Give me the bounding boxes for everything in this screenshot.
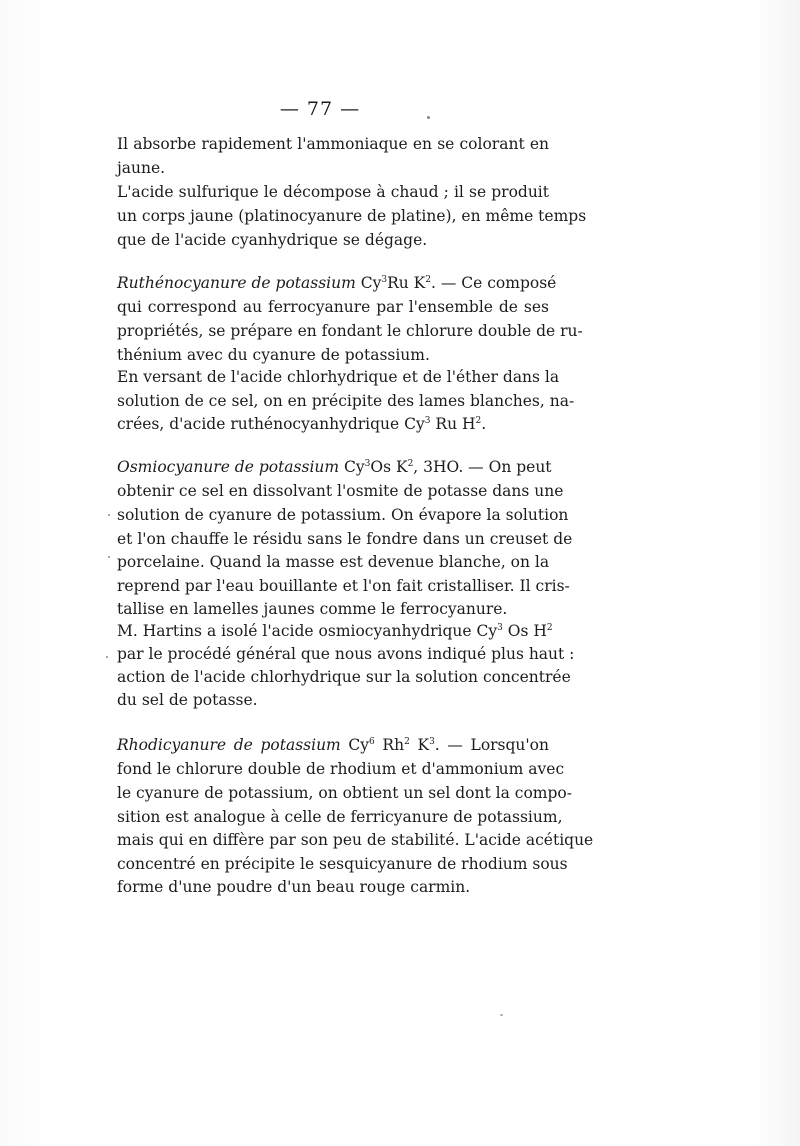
- paragraph-6-line-4: du sel de potasse.: [117, 691, 258, 709]
- scan-speck: [427, 116, 430, 119]
- paragraph-4-line-2: solution de ce sel, on en précipite des lames blanches, na-: [117, 392, 575, 410]
- scan-speck: [106, 656, 108, 658]
- paragraph-5-line-5: porcelaine. Quand la masse est devenue blanche, on la: [117, 553, 550, 571]
- paragraph-6-line-1: M. Hartins a isolé l'acide osmiocyanhydrique Cy$^3$ Os $H^2$: [117, 622, 553, 640]
- paragraph-5-line-3: solution de cyanure de potassium. On évapore la solution: [117, 506, 569, 524]
- paragraph-5-line-2: obtenir ce sel en dissolvant l'osmite de potasse dans une: [117, 482, 564, 500]
- paragraph-7-line-3: le cyanure de potassium, on obtient un sel dont la compo-: [117, 784, 572, 802]
- compound-heading-ruthenocyanure: Ruthénocyanure de potassium: [117, 274, 356, 292]
- paragraph-4-line-3: crées, d'acide ruthénocyanhydrique Cy$^3$ Ru $H^2$.: [117, 415, 487, 433]
- paragraph-2-line-1: L'acide sulfurique le décompose à chaud ; il se produit: [117, 183, 549, 201]
- paragraph-3-line-3: propriétés, se prépare en fondant le chlorure double de ru-: [117, 322, 583, 340]
- paragraph-6-line-3: action de l'acide chlorhydrique sur la solution concentrée: [117, 668, 571, 686]
- paragraph-7-line-1: Rhodicyanure de potassium Cy$^6$ Rh$^2$ $K^3$. — Lorsqu'on: [117, 736, 549, 754]
- paragraph-3-line-1: Ruthénocyanure de potassium Cy$^3$Ru $K^2$. — Ce composé: [117, 274, 557, 292]
- paragraph-5-line-7: tallise en lamelles jaunes comme le ferrocyanure.: [117, 600, 508, 618]
- paragraph-2-line-3: que de l'acide cyanhydrique se dégage.: [117, 231, 428, 249]
- compound-heading-osmiocyanure: Osmiocyanure de potassium: [117, 458, 340, 476]
- paragraph-1-line-1: Il absorbe rapidement l'ammoniaque en se colorant en: [117, 135, 549, 153]
- scan-speck: [108, 514, 110, 516]
- paragraph-7-line-5: mais qui en diffère par son peu de stabilité. L'acide acétique: [117, 831, 594, 849]
- paragraph-7-line-2: fond le chlorure double de rhodium et d'ammonium avec: [117, 760, 565, 778]
- paragraph-4-line-1: En versant de l'acide chlorhydrique et de l'éther dans la: [117, 368, 560, 386]
- paragraph-7-line-6: concentré en précipite le sesquicyanure de rhodium sous: [117, 855, 568, 873]
- scan-speck: [500, 1014, 503, 1016]
- page-number: — 77 —: [279, 98, 361, 120]
- paragraph-1-line-2: jaune.: [117, 159, 166, 177]
- formula: Cy$^6$ Rh$^2$ $K^3$: [348, 736, 435, 754]
- formula: Cy$^3$Ru $K^2$: [360, 274, 431, 292]
- compound-heading-rhodicyanure: Rhodicyanure de potassium: [117, 736, 341, 754]
- paragraph-6-line-2: par le procédé général que nous avons indiqué plus haut :: [117, 645, 575, 663]
- paragraph-5-line-1: Osmiocyanure de potassium Cy$^3$Os $K^2$, 3HO. — On peut: [117, 458, 552, 476]
- paragraph-2-line-2: un corps jaune (platinocyanure de platine), en même temps: [117, 207, 587, 225]
- paragraph-7-line-4: sition est analogue à celle de ferricyanure de potassium,: [117, 808, 563, 826]
- scan-speck: [108, 556, 110, 558]
- paragraph-5-line-6: reprend par l'eau bouillante et l'on fait cristalliser. Il cris-: [117, 577, 570, 595]
- formula: Cy$^3$Os $K^2$: [344, 458, 414, 476]
- paragraph-3-line-4: thénium avec du cyanure de potassium.: [117, 346, 430, 364]
- paragraph-7-line-7: forme d'une poudre d'un beau rouge carmin.: [117, 878, 471, 896]
- paragraph-3-line-2: qui correspond au ferrocyanure par l'ensemble de ses: [117, 298, 549, 316]
- paragraph-5-line-4: et l'on chauffe le résidu sans le fondre dans un creuset de: [117, 530, 573, 548]
